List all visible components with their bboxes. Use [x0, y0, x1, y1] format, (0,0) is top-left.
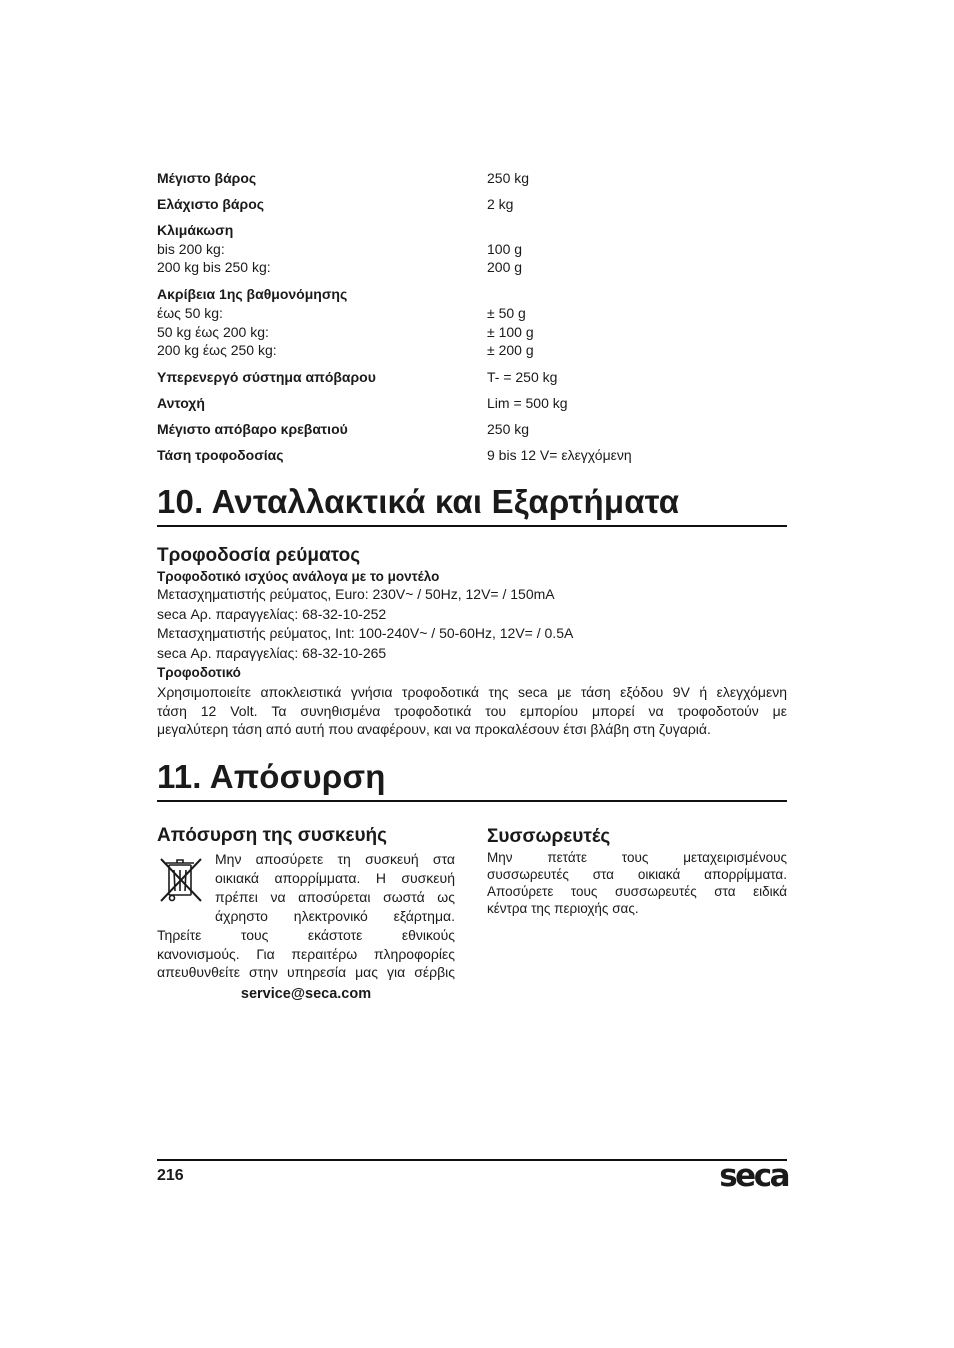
- paragraph-line: πρέπει να αποσύρεται σωστά ως: [215, 889, 455, 905]
- power-supply-bold-label: Τροφοδοτικό: [157, 665, 241, 680]
- footer-rule: [157, 1159, 787, 1161]
- adapter-line: Μετασχηματιστής ρεύματος, Int: 100-240V~ / 50-60Hz, 12V= / 0.5A: [157, 625, 574, 641]
- spec-value: 9 bis 12 V= ελεγχόμενη: [487, 447, 632, 463]
- spec-value: ± 50 g: [487, 305, 526, 321]
- spec-value: 2 kg: [487, 196, 514, 212]
- paragraph-line: άχρηστο ηλεκτρονικό εξάρτημα.: [215, 908, 455, 924]
- spec-value: ± 200 g: [487, 342, 534, 358]
- paragraph-line: Τηρείτε τους εκάστοτε εθνικούς: [157, 927, 455, 943]
- spec-value: 250 kg: [487, 421, 530, 437]
- paragraph-line: συσσωρευτές στα οικιακά απορρίμματα.: [487, 867, 787, 882]
- spec-value: ± 100 g: [487, 324, 534, 340]
- spec-label: Μέγιστο απόβαρο κρεβατιού: [157, 421, 348, 437]
- spec-label: 200 kg bis 250 kg:: [157, 259, 271, 275]
- adapter-line: seca Αρ. παραγγελίας: 68-32-10-265: [157, 644, 387, 661]
- spec-value: 250 kg: [487, 170, 530, 186]
- spec-value: 100 g: [487, 241, 523, 257]
- device-disposal-icon-text: [215, 850, 455, 926]
- paragraph-line: οικιακά απορρίμματα. Η συσκευή: [215, 870, 455, 886]
- service-email-link[interactable]: service@seca.com: [240, 986, 372, 1002]
- power-adapter-bold-label: Τροφοδοτικό ισχύος ανάλογα με το μοντέλο: [157, 569, 440, 584]
- spec-label: Αντοχή: [157, 395, 205, 411]
- section-10-rule: [157, 525, 787, 527]
- seca-logo: seca: [719, 1158, 788, 1194]
- section-10-title: 10. Ανταλλακτικά και Εξαρτήματα: [157, 483, 680, 520]
- batteries-text: [487, 849, 787, 917]
- spec-label: 50 kg έως 200 kg:: [157, 324, 269, 340]
- paragraph-line: Μην αποσύρετε τη συσκευή στα: [215, 851, 455, 867]
- paragraph-line: Μην πετάτε τους μεταχειρισμένους: [487, 850, 787, 865]
- spec-label: Τάση τροφοδοσίας: [157, 447, 284, 463]
- paragraph-line: κανονισμούς. Για περαιτέρω πληροφορίες: [157, 945, 455, 962]
- spec-label: Ακρίβεια 1ης βαθμονόμησης: [157, 286, 348, 302]
- paragraph-line: Αποσύρετε τους συσσωρευτές στα ειδικά: [487, 884, 787, 899]
- spec-label: έως 50 kg:: [157, 305, 223, 321]
- power-supply-paragraph: [157, 683, 787, 739]
- spec-label: Υπερενεργό σύστημα απόβαρου: [157, 369, 376, 385]
- spec-label: Κλιμάκωση: [157, 222, 234, 238]
- spec-label: Μέγιστο βάρος: [157, 170, 257, 186]
- section-11-rule: [157, 800, 787, 802]
- paragraph-line: κέντρα της περιοχής σας.: [487, 901, 639, 916]
- page-number: 216: [157, 1167, 184, 1184]
- adapter-line: seca Αρ. παραγγελίας: 68-32-10-252: [157, 605, 387, 622]
- spec-value: Lim = 500 kg: [487, 395, 568, 411]
- paragraph-line: τάση 12 Volt. Τα συνηθισμένα τροφοδοτικά του εμπορίου μπορεί να τροφοδοτούν με: [157, 702, 787, 719]
- spec-value: 200 g: [487, 259, 523, 275]
- power-supply-subhead: Τροφοδοσία ρεύματος: [157, 545, 361, 566]
- paragraph-line: απευθυνθείτε στην υπηρεσία μας για σέρβις: [157, 964, 455, 980]
- spec-label: 200 kg έως 250 kg:: [157, 342, 277, 358]
- paragraph-line: μεγαλύτερη τάση από αυτή που αναφέρουν, και να προκαλέσουν έτσι βλάβη στη ζυγαριά.: [157, 721, 711, 737]
- device-disposal-text: [157, 926, 455, 982]
- spec-label: bis 200 kg:: [157, 241, 225, 257]
- paragraph-line: Χρησιμοποιείτε αποκλειστικά γνήσια τροφοδοτικά της seca με τάση εξόδου 9V ή ελεγχόμενη: [157, 684, 787, 700]
- device-disposal-subhead: Απόσυρση της συσκευής: [157, 825, 388, 846]
- adapter-line: Μετασχηματιστής ρεύματος, Euro: 230V~ / 50Hz, 12V= / 150mA: [157, 586, 555, 602]
- spec-value: T- = 250 kg: [487, 369, 558, 385]
- batteries-subhead: Συσσωρευτές: [487, 826, 611, 847]
- crossed-out-wheelie-bin-icon: [157, 855, 205, 905]
- power-adapter-list: [157, 585, 787, 663]
- section-11-title: 11. Απόσυρση: [157, 758, 386, 795]
- spec-label: Ελάχιστο βάρος: [157, 196, 265, 212]
